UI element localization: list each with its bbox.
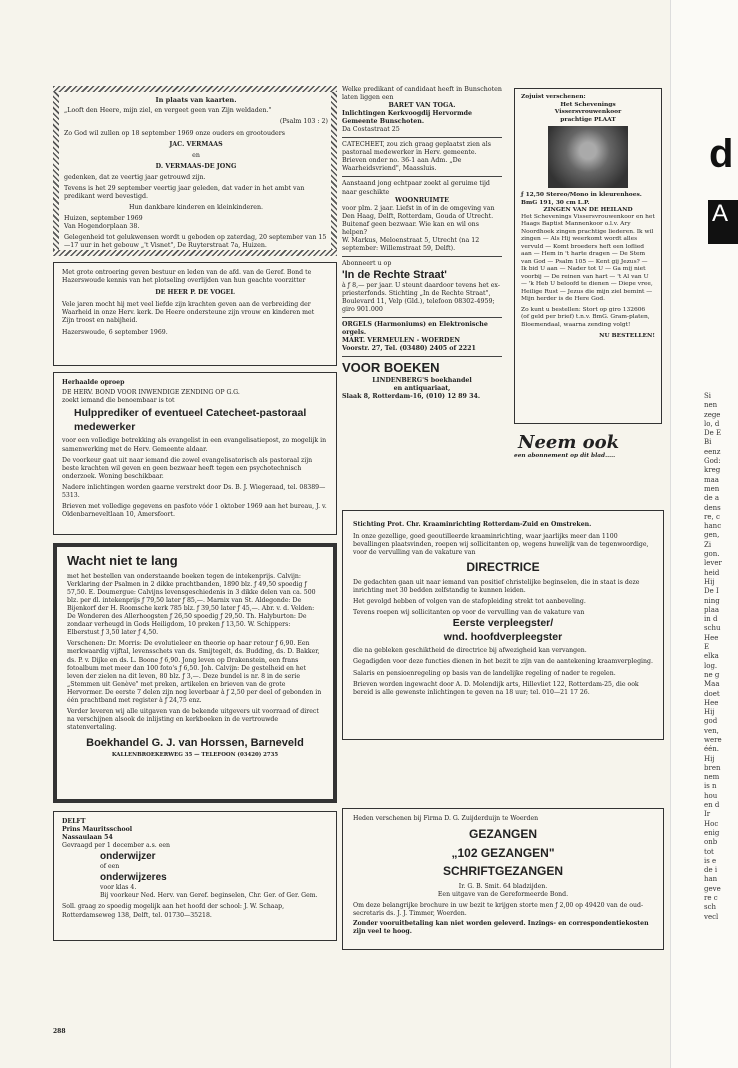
facing-page-line: lever (704, 559, 722, 568)
boeken-sub: en antiquariaat, (393, 385, 451, 393)
directrice-p3: Tevens roepen wij sollicitanten op voor de vervulling van de vakature van (353, 609, 585, 617)
facing-page-line: han (704, 875, 718, 884)
bookshop-title: Wacht niet te lang (67, 553, 178, 568)
bookshop-p1: met het bestellen van onderstaande boeken tegen de intekenprijs. Calvijn: Verklaring der Psalmen in 2 dikke prachtbanden, 1890 blz. ƒ 49,50 spoedig ƒ 57,50. E. Doumergue: Calvijns levensgeschiedenis in 3 dikke delen van ca. 500 blz. per dl. intekenprijs ƒ 79,50 later ƒ 85,—. Marnix van St. Aldegonde: De Bijenkorf der H. Roomsche kerk 785 blz. ƒ 39,50 later ƒ 45,—. Abr. v. d. Velden: De Wonderen des Allerhoogsten ƒ 26,50 spoedig ƒ 29,50. Th. Halyburton: De zondaar verheugd in Gods Heiligdom, 10 preken ƒ 13,50. W. Schippers: Elberstust ƒ 3,50 later ƒ 4,50. (67, 572, 316, 637)
facing-page-line: Bi (704, 438, 712, 447)
facing-page-line: de a (704, 494, 720, 503)
facing-page-line: maa (704, 475, 719, 484)
vacancy-p2: De voorkeur gaat uit naar iemand die zowel evangelisatorisch als pastoraal zijn beste krachten wil geven en geen bezwaar heeft tegen een psychotechnisch onderzoek. Woning beschikbaar. (62, 456, 313, 480)
facing-page-block (708, 200, 738, 244)
facing-page-line: Hij (704, 708, 715, 717)
delft-school-ad (53, 811, 337, 941)
facing-page-line: nem (704, 773, 720, 782)
facing-page-line: enig (704, 828, 720, 837)
boeken-title: VOOR BOEKEN (342, 360, 440, 376)
announcement-line1: gedenken, dat ze veertig jaar getrouwd zijn. (64, 173, 206, 181)
boeken-name: LINDENBERG'S boekhandel (372, 377, 472, 385)
facing-page-line: hou (704, 791, 718, 800)
record-header: Zojuist verschenen: (521, 93, 586, 100)
facing-page-line: gon. (704, 550, 720, 559)
facing-page-line: Hoc (704, 819, 719, 828)
death-notice-text2: Vele jaren mocht hij met veel liefde zijn krachten geven aan de verbreiding der Waarheid in onze Herv. kerk. De Heere ondersteune zijn vrouw en kinderen met Zijn troost en nabijheid. (62, 301, 315, 325)
facing-page-line: kreg (704, 466, 721, 475)
vacancy-title: Hulpprediker of eventueel Catecheet-pastoraal medewerker (74, 407, 307, 433)
facing-page-line: sch (704, 903, 717, 912)
choir-photo (548, 126, 628, 188)
directrice-title2a: Eerste verpleegster/ (452, 617, 554, 630)
directrice-org: Stichting Prot. Chr. Kraaminrichting Rotterdam-Zuid en Omstreken. (353, 521, 592, 528)
toga-item: BARET VAN TOGA. (388, 102, 456, 110)
delft-detail1: voor klas 4. (100, 884, 137, 892)
bookshop-address: KALLENBROEKERWEG 35 — TELEFOON (03420) 2735 (111, 752, 279, 759)
orgels-text: ORGELS (Harmoniums) en Elektronische orgels. (342, 321, 488, 337)
ornamental-border-right (331, 92, 337, 250)
catechist-vacancy-ad (53, 372, 337, 535)
announcement-verse: „Looft den Heere, mijn ziel, en vergeet geen van Zijn weldaden." (64, 107, 272, 115)
delft-school: Prins Mauritsschool (62, 826, 133, 834)
toga-question: Welke predikant of candidaat heeft in Bunschoten laten liggen een (342, 86, 502, 102)
woonruimte-address: W. Markus, Meloenstraat 5, Utrecht (na 12 september: Willemstraat 59, Delft). (342, 236, 480, 252)
facing-page-line: elka (704, 652, 719, 661)
facing-page-line: geve (704, 884, 721, 893)
delft-role2: onderwijzeres (100, 872, 167, 884)
record-album: ZINGEN VAN DE HEILAND (543, 206, 633, 213)
facing-page-line: schu (704, 624, 721, 633)
bookshop-p2: Verschenen: Dr. Morris: De evolutieleer en theorie op haar retour ƒ 6,90. Een merkwaardig vijftal, levensschets van ds. Smijtegelt, ds. Budding, ds. D. Bakker, ds. P. v. Dijke en ds. L. Boone ƒ 6,90. Jong leven op Drakenstein, een frans fotoalbum met meer dan 100 foto's ƒ 6,50. Joh. Calvijn: De gestelheid en het leven der zielen na dit leven, 80 blz. ƒ 3,—. Deze bundel is nr. 8 in de serie „Stemmen uit Genève" met preken, artikelen en brieven van de grote Hervormer. De eerste 7 delen zijn nog leverbaar à ƒ 2,50 per deel of gebonden in één prachtband met register à ƒ 24,75 enz. (67, 640, 322, 704)
woonruimte-title: WOONRUIMTE (395, 196, 449, 204)
vacancy-p4: Brieven met volledige gegevens en pasfoto vóór 1 oktober 1969 aan het bureau, J. v. Oldenbarneveltlaan 10, Amersfoort. (62, 502, 327, 518)
bookshop-publisher: Boekhandel G. J. van Horssen, Barneveld (86, 737, 304, 750)
facing-page-line: tot (704, 847, 714, 856)
vacancy-p3: Nadere inlichtingen worden gaarne verstrekt door Ds. B. J. Wiegeraad, tel. 08389—5313. (62, 483, 326, 499)
facing-page-line: were (704, 735, 722, 744)
delft-of: of een (100, 863, 120, 871)
bookshop-ad (53, 543, 337, 803)
bookshop-p3: Verder leveren wij alle uitgaven van de bekende uitgevers uit voorraad of direct na verschijnen alsook de inlijsting en kerkboeken in de vertrouwde statenvertaling. (67, 707, 319, 732)
delft-street: Nassaulaan 54 (62, 834, 113, 842)
rechte-abonneert: Abonneert u op (342, 259, 392, 267)
facing-page-line: Ir (704, 810, 711, 819)
catecheet-text: CATECHEET, zou zich graag geplaatst zien als pastoraal medewerker in Herv. gemeente. (342, 141, 491, 157)
gezangen-intro: Heden verschenen bij Firma D. G. Zuijderduijn te Woerden (353, 815, 539, 822)
facing-page-line: vecl (704, 912, 719, 921)
neem-ook-sub: een abonnement op dit blad..... (514, 453, 616, 459)
page-number: 288 (53, 1028, 66, 1035)
death-notice (53, 262, 337, 366)
couple-text: Aanstaand jong echtpaar zoekt al geruime tijd naar geschikte (342, 180, 490, 196)
facing-page-line: god (704, 717, 718, 726)
announcement-intro: Zo God wil zullen op 18 september 1969 onze ouders en grootouders (64, 129, 285, 137)
delft-role1: onderwijzer (100, 851, 156, 863)
announcement-verse-ref: (Psalm 103 : 2) (279, 118, 328, 126)
facing-page-text (704, 392, 738, 922)
record-order: Zo kunt u bestellen: Stort op giro 132606 (of geld per brief) t.n.v. BmG. Gram-platen, Bloemendaal, waarna zending volgt! (521, 306, 650, 328)
gezangen-ad (342, 808, 664, 950)
anniversary-announcement (64, 96, 328, 253)
announcement-place: Huizen, september 1969 (64, 214, 143, 222)
facing-page-line: De E (704, 429, 722, 438)
facing-page-line: lo, d (704, 419, 720, 428)
facing-page-line: hanc (704, 522, 722, 531)
rechte-text: à ƒ 8,— per jaar. U steunt daardoor tevens het ex-priesterfonds. Stichting „In de Rechte Straat", Boulevard 11, Velp (Gld.), telefoon 08302-4959; giro 901.000 (342, 282, 500, 314)
gezangen-t3: SCHRIFTGEZANGEN (443, 864, 563, 879)
facing-page-line: doet (704, 689, 720, 698)
facing-page-line: God: (704, 457, 721, 466)
boeken-address: Slaak 8, Rotterdam-16, (010) 12 89 34. (342, 393, 481, 401)
directrice-p1: De gedachten gaan uit naar iemand van positief christelijke beginselen, die in staat is deze inrichting met 30 bedden zelfstandig te kunnen leiden. (353, 578, 640, 594)
gezangen-t2: „102 GEZANGEN" (451, 845, 555, 860)
directrice-title2b: wnd. hoofdverpleegster (443, 630, 563, 643)
subscribe-promo (514, 432, 664, 459)
record-title1: Het Schevenings (560, 100, 616, 108)
facing-page-line: plaa (704, 605, 720, 614)
toga-info: Inlichtingen Kerkvoogdij Hervormde Gemeente Bunschoten. (342, 110, 473, 126)
announcement-line2: Tevens is het 29 september veertig jaar geleden, dat vader in het ambt van predikant werd bevestigd. (64, 184, 305, 200)
facing-page-line: De I (704, 587, 719, 596)
announcement-thanks: Hun dankbare kinderen en kleinkinderen. (128, 203, 264, 211)
record-title3: prachtige PLAAT (560, 115, 616, 123)
vacancy-header: Herhaalde oproep (62, 379, 125, 386)
facing-page-line: Hij (704, 754, 715, 763)
announcement-address: Van Hogendorplaan 38. (64, 222, 140, 230)
directrice-p5: Gegadigden voor deze functies dienen in het bezit te zijn van de aantekening kraamverpleging. (353, 658, 653, 666)
ornamental-border-left (53, 92, 59, 250)
record-title2: Vissersvrouwenkoor (554, 108, 622, 115)
facing-page-line: is n (704, 782, 717, 791)
gezangen-note: Zonder vooruitbetaling kan niet worden geleverd. Inzings- en correspondentiekosten zijn veel te hoog. (353, 920, 649, 936)
neem-ook-title: Neem ook (518, 432, 620, 453)
directrice-vacancy-ad (342, 510, 664, 740)
facing-page-line: ning (704, 596, 720, 605)
facing-page-line: in d (704, 615, 718, 624)
vacancy-p1: voor een volledige betrekking als evangelist in een evangelisatiepost, zo mogelijk in samenwerking met de Herv. Gemeente aldaar. (62, 437, 327, 453)
facing-page-line: ne g (704, 670, 720, 679)
facing-page-line: één. (704, 745, 720, 754)
facing-page-big-letter: d (709, 132, 734, 176)
death-notice-name: DE HEER P. DE VOGEL (155, 289, 235, 297)
middle-small-ads (342, 86, 502, 401)
facing-page-line: eenz (704, 447, 721, 456)
facing-page-line: bren (704, 763, 721, 772)
facing-page-line: nen (704, 401, 718, 410)
announcement-name2: D. VERMAAS-DE JONG (155, 162, 237, 170)
gezangen-author: Ir. G. B. Smit. 64 bladzijden. (458, 882, 548, 890)
facing-page-line: Si (704, 392, 712, 400)
facing-page-line: E (704, 643, 710, 652)
toga-address: Da Costastraat 25 (342, 126, 400, 134)
catecheet-address: Brieven onder no. 36-1 aan Adm. „De Waarheidsvriend", Maassluis. (342, 157, 462, 173)
facing-page-line: zege (704, 410, 721, 419)
facing-page-line: heid (704, 568, 720, 577)
announcement-reception: Gelegenheid tot gelukwensen wordt u geboden op zaterdag, 20 september van 15—17 uur in het gebouw „'t Visnet", De Ruyterstraat 7a, Huizen. (64, 234, 327, 250)
orgels-name: MART. VERMEULEN - WOERDEN (342, 337, 461, 345)
rechte-title: 'In de Rechte Straat' (342, 268, 447, 281)
facing-page-line: en d (704, 801, 720, 810)
facing-page-block-letter: A (712, 200, 729, 227)
gezangen-t1: GEZANGEN (468, 827, 537, 842)
facing-page-line: re c (704, 894, 718, 903)
directrice-intro: In onze gezellige, goed geoutilleerde kraaminrichting, waar jaarlijks meer dan 1100 bevallingen plaatsvinden, roepen wij sollicitanten op, wegens huwelijk van de tegenwoordige, voor de vervulling van de vakature van (353, 533, 649, 557)
record-cta: NU BESTELLEN! (599, 332, 655, 339)
vacancy-org: DE HERV. BOND VOOR INWENDIGE ZENDING OP G.G. (62, 389, 240, 397)
record-body: Het Schevenings Vissersvrouwenkoor en het Haags Baptist Mannenkoor o.l.v. Ary Noordhoek zingen prachtige liederen. Ik wil zingen — Als Hij weerkomt wordt alles vervuld — Komt broeders heft een loflied aan — Hem in 't harte dragen — De Stem van God — Psalm 105 — Kent gij Jezus? — Ik bid U aan — Nader tot U — Ga mij niet voorbij — De reinen van hart — 't Al van U — 'k Heb U beloofd te dienen — Diepe vree, Heilige Rust — Jezus die mijn ziel bemint — Mijn herder is de Here God. (521, 213, 655, 302)
ornamental-border-top (53, 86, 337, 92)
announcement-name1: JAC. VERMAAS (169, 140, 223, 148)
record-price: ƒ 12,50 Stereo/Mono in kleurenhoes. BmG 191, 30 cm L.P. (521, 191, 642, 206)
directrice-title: DIRECTRICE (466, 560, 540, 575)
facing-page-line: Zi (704, 540, 712, 549)
death-notice-place: Hazerswoude, 6 september 1969. (62, 329, 168, 337)
announcement-en: en (192, 151, 200, 159)
facing-page-line: re, c (704, 512, 720, 521)
facing-page-line: Hee (704, 698, 719, 707)
facing-page-line: log. (704, 661, 718, 670)
delft-contact: Soll. graag zo spoedig mogelijk aan het hoofd der school: J. W. Schaap, Rotterdamseweg 138, Delft, tel. 01730—35218. (62, 903, 285, 919)
facing-page-line: gen, (704, 531, 720, 540)
orgels-address: Voorstr. 27, Tel. (03480) 2405 of 2221 (342, 345, 476, 353)
death-notice-text1: Met grote ontroering geven bestuur en leden van de afd. van de Geref. Bond te Hazerswoude kennis van het plotseling overlijden van hun geachte voorzitter (62, 269, 312, 285)
facing-page-line: dens (704, 503, 721, 512)
announcement-title: In plaats van kaarten. (155, 96, 237, 104)
gezangen-publisher: Een uitgave van de Gereformeerde Bond. (437, 890, 569, 898)
facing-page-line: onb (704, 838, 718, 847)
record-ad (514, 88, 662, 424)
facing-page-line: Hee (704, 633, 719, 642)
directrice-p4: die na gebleken geschiktheid de directrice bij afwezigheid kan vervangen. (353, 647, 587, 655)
woonruimte-text: voor plm. 2 jaar. Liefst in of in de omgeving van Den Haag, Delft, Rotterdam, Gouda of Utrecht. Buitenaf geen bezwaar. Wie kan en wil ons helpen? (342, 204, 495, 236)
gezangen-body: Om deze belangrijke brochure in uw bezit te krijgen storte men ƒ 2,00 op 49420 van de oud-secretaris ds. J. J. Timmer, Woerden. (353, 901, 644, 918)
facing-page-line: de i (704, 866, 718, 875)
facing-page-line: ven, (704, 726, 719, 735)
directrice-p2: Het gevolgd hebben of volgen van de stafopleiding strekt tot aanbeveling. (353, 597, 586, 605)
facing-page-line: Hij (704, 577, 715, 586)
delft-asked: Gevraagd per 1 december a.s. een (62, 842, 171, 850)
directrice-p6: Salaris en pensioenregeling op basis van de landelijke regeling of nader te regelen. (353, 669, 616, 677)
facing-page-line: is e (704, 856, 717, 865)
delft-detail2: Bij voorkeur Ned. Herv. van Geref. beginselen, Chr. Ger. of Ger. Gem. (100, 892, 318, 900)
facing-page-line: men (704, 484, 720, 493)
delft-city: DELFT (62, 818, 86, 825)
facing-page-line: Maa (704, 680, 720, 689)
directrice-p7: Brieven worden ingewacht door A. D. Molendijk arts, Hillevliet 122, Rotterdam-25, die ook bereid is alle gewenste inlichtingen te geven na 18 uur; tel. 010—21 17 26. (353, 680, 639, 696)
vacancy-seek: zoekt iemand die benoembaar is tot (62, 397, 175, 405)
